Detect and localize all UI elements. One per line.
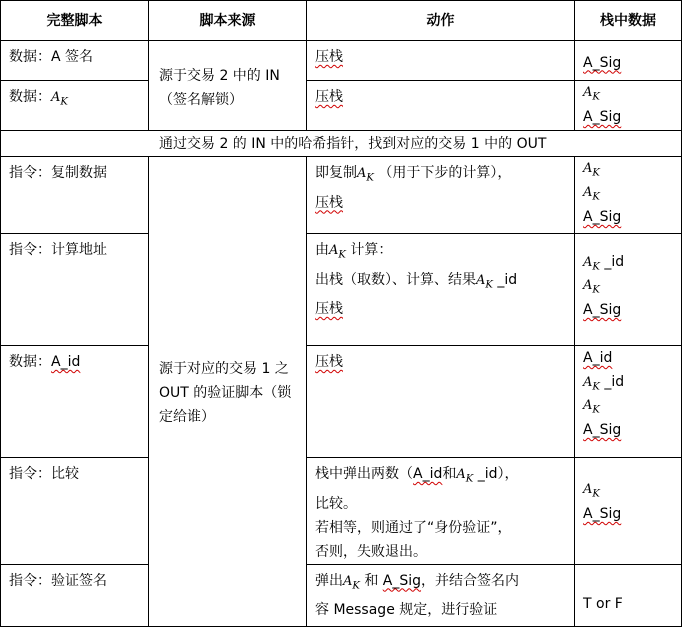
- stack-item: A_Sig: [583, 506, 622, 522]
- script-cell: [1, 157, 149, 234]
- source-cell-sig: [149, 41, 307, 131]
- stack-item: A_Sig: [583, 109, 622, 125]
- stack-item: T or F: [583, 595, 623, 612]
- merged-note-row: [1, 131, 682, 157]
- source-cell-verify: [149, 157, 307, 627]
- action-cell: [307, 346, 575, 458]
- stack-cell: [575, 458, 682, 565]
- script-text: 指令：计算地址: [9, 242, 107, 258]
- source-text: 源于交易 2 中的 IN（签名解锁）: [159, 67, 280, 108]
- header-stack: 栈中数据: [575, 1, 682, 41]
- stack-cell: [575, 346, 682, 458]
- script-text: 指令：验证签名: [9, 572, 107, 589]
- script-text: 指令：复制数据: [9, 165, 107, 181]
- table-row: [1, 234, 682, 346]
- table-row: [1, 81, 682, 131]
- stack-cell: [575, 234, 682, 346]
- stack-item-ak: $A_K$: [583, 161, 600, 179]
- header-row: [1, 1, 682, 41]
- stack-cell: [575, 564, 682, 626]
- stack-item: A_Sig: [583, 54, 622, 71]
- merged-note-cell: [1, 131, 682, 157]
- script-cell: [1, 564, 149, 626]
- action-cell: 栈中弹出两数（A_id和$A_K$ _id）， 比较。 若相等，则通过了“身份验证”， 否则，失败退出。: [307, 458, 575, 565]
- stack-item-ak-id: $A_K$ _id: [583, 374, 625, 393]
- action-text: 压栈: [315, 89, 343, 105]
- stack-item-ak-id: $A_K$ _id: [583, 254, 625, 273]
- script-text: 数据：: [9, 89, 51, 105]
- stack-item-ak: $A_K$: [583, 482, 600, 500]
- script-cell: [1, 41, 149, 81]
- script-text: 指令：比较: [9, 466, 79, 482]
- action-cell: 即复制$A_K$ （用于下步的计算）， 压栈: [307, 157, 575, 234]
- stack-item-ak: $A_K$: [583, 185, 600, 203]
- stack-item-ak: $A_K$: [583, 398, 600, 416]
- script-cell: [1, 234, 149, 346]
- action-cell: [307, 81, 575, 131]
- table-row: [1, 458, 682, 565]
- stack-cell: [575, 81, 682, 131]
- stack-item: A_Sig: [583, 302, 622, 318]
- script-value: A_id: [51, 354, 81, 370]
- stack-item: A_Sig: [583, 209, 622, 225]
- script-cell: 数据：A_id: [1, 346, 149, 458]
- header-action: 动作: [307, 1, 575, 41]
- action-cell: 弹出$A_K$ 和 A_Sig，并结合签名内 容 Message 规定，进行验证: [307, 564, 575, 626]
- stack-item: A_Sig: [583, 422, 622, 438]
- table-row: [1, 346, 682, 458]
- merged-note-text: 通过交易 2 的 IN 中的哈希指针，找到对应的交易 1 中的 OUT: [159, 135, 547, 152]
- action-cell: 由$A_K$ 计算： 出栈（取数）、计算、结果$A_K$ _id 压栈: [307, 234, 575, 346]
- script-cell: [1, 81, 149, 131]
- action-cell: [307, 41, 575, 81]
- table-row: [1, 564, 682, 626]
- header-source: 脚本来源: [149, 1, 307, 41]
- table-row: [1, 157, 682, 234]
- stack-cell: [575, 157, 682, 234]
- action-text: 压栈: [315, 354, 343, 370]
- source-text: 源于对应的交易 1 之 OUT 的验证脚本（锁定给谁）: [159, 361, 292, 426]
- table-row: [1, 41, 682, 81]
- script-cell: [1, 458, 149, 565]
- stack-item-ak: $A_K$: [583, 278, 600, 296]
- stack-item: A_id: [583, 350, 613, 366]
- action-text: 压栈: [315, 49, 343, 65]
- ak-symbol: $A_K$: [51, 90, 68, 108]
- stack-item-ak: $A_K$: [583, 85, 600, 103]
- script-text: 数据：A 签名: [9, 49, 94, 65]
- header-script: 完整脚本: [1, 1, 149, 41]
- stack-cell: [575, 41, 682, 81]
